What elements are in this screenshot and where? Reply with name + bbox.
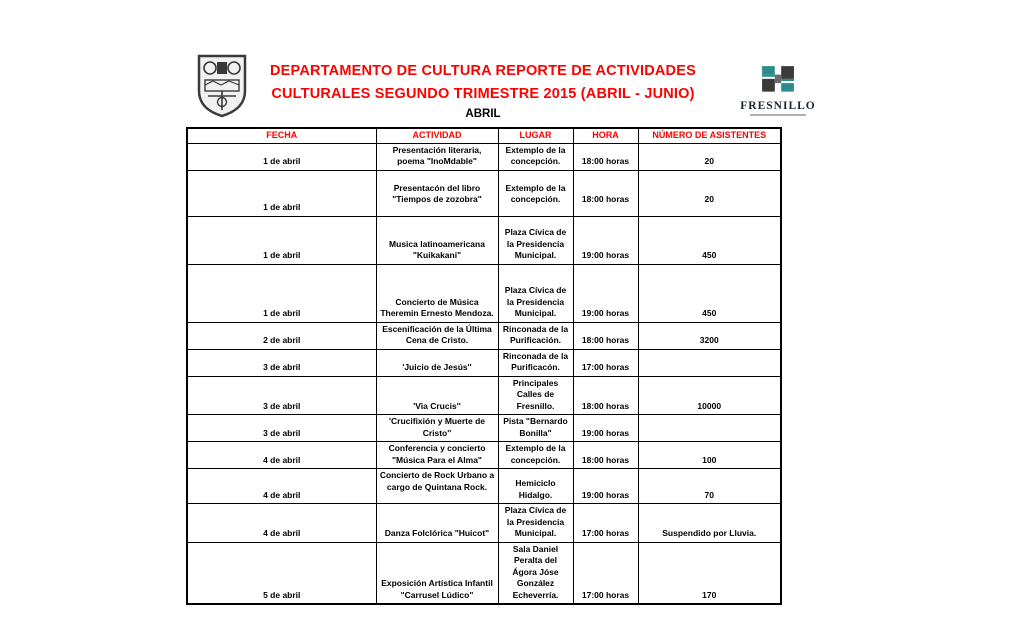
cell-lugar: Sala Daniel Peralta del Ágora Jóse González Echeverría. bbox=[498, 542, 573, 604]
cell-actividad: Exposición Artística Infantil "Carrusel Lúdico" bbox=[376, 542, 498, 604]
table-row bbox=[187, 542, 781, 604]
cell-fecha: 3 de abril bbox=[187, 415, 376, 442]
cell-actividad: Musica latinoamericana "Kuikakani" bbox=[376, 216, 498, 264]
cell-actividad: Concierto de Rock Urbano a cargo de Quintana Rock. bbox=[376, 469, 498, 504]
cell-lugar: Extemplo de la concepción. bbox=[498, 143, 573, 170]
cell-asistentes: 70 bbox=[638, 469, 781, 504]
cell-lugar: Plaza Cívica de la Presidencia Municipal. bbox=[498, 216, 573, 264]
cell-asistentes: 3200 bbox=[638, 322, 781, 349]
cell-hora: 19:00 horas bbox=[573, 264, 638, 322]
cell-lugar: Hemiciclo Hidalgo. bbox=[498, 469, 573, 504]
cell-lugar: Extemplo de la concepción. bbox=[498, 442, 573, 469]
table-row bbox=[187, 143, 781, 170]
cell-actividad: Presentacón del libro "Tiempos de zozobra" bbox=[376, 170, 498, 216]
cell-hora: 19:00 horas bbox=[573, 216, 638, 264]
report-title bbox=[186, 60, 780, 106]
cell-actividad: Conferencia y concierto "Música Para el Alma" bbox=[376, 442, 498, 469]
cell-actividad: Escenificación de la Última Cena de Cristo. bbox=[376, 322, 498, 349]
cell-hora: 17:00 horas bbox=[573, 542, 638, 604]
cell-fecha: 1 de abril bbox=[187, 216, 376, 264]
activities-table bbox=[186, 127, 782, 605]
cell-fecha: 4 de abril bbox=[187, 469, 376, 504]
fresnillo-wordmark: FRESNILLO bbox=[740, 100, 816, 112]
fresnillo-pinwheel-icon bbox=[758, 64, 798, 98]
table-header-row bbox=[187, 128, 781, 143]
report-title-line-2: CULTURALES SEGUNDO TRIMESTRE 2015 (ABRIL - JUNIO) bbox=[271, 86, 695, 102]
cell-asistentes: 170 bbox=[638, 542, 781, 604]
cell-asistentes bbox=[638, 349, 781, 376]
cell-asistentes: 20 bbox=[638, 143, 781, 170]
cell-lugar: Extemplo de la concepción. bbox=[498, 170, 573, 216]
table-row bbox=[187, 469, 781, 504]
col-header-hora: HORA bbox=[573, 128, 638, 143]
month-heading: ABRIL bbox=[465, 108, 501, 120]
cell-lugar: Plaza Cívica de la Presidencia Municipal. bbox=[498, 504, 573, 543]
col-header-asistentes: NÚMERO DE ASISTENTES bbox=[638, 128, 781, 143]
report-title-line-1: DEPARTAMENTO DE CULTURA REPORTE DE ACTIVIDADES bbox=[270, 63, 696, 79]
cell-hora: 17:00 horas bbox=[573, 349, 638, 376]
cell-asistentes: 450 bbox=[638, 264, 781, 322]
cell-hora: 18:00 horas bbox=[573, 376, 638, 415]
cell-asistentes: Suspendido por Lluvia. bbox=[638, 504, 781, 543]
cell-actividad: Concierto de Música Theremin Ernesto Mendoza. bbox=[376, 264, 498, 322]
cell-lugar: Pista "Bernardo Bonilla" bbox=[498, 415, 573, 442]
table-row bbox=[187, 376, 781, 415]
cell-fecha: 2 de abril bbox=[187, 322, 376, 349]
cell-actividad: Presentación literaria, poema "InoMdable" bbox=[376, 143, 498, 170]
cell-hora: 18:00 horas bbox=[573, 442, 638, 469]
cell-asistentes: 100 bbox=[638, 442, 781, 469]
cell-asistentes: 450 bbox=[638, 216, 781, 264]
cell-fecha: 1 de abril bbox=[187, 264, 376, 322]
cell-hora: 18:00 horas bbox=[573, 322, 638, 349]
cell-hora: 19:00 horas bbox=[573, 415, 638, 442]
cell-fecha: 1 de abril bbox=[187, 170, 376, 216]
table-row bbox=[187, 264, 781, 322]
cell-fecha: 4 de abril bbox=[187, 504, 376, 543]
cell-asistentes: 20 bbox=[638, 170, 781, 216]
table-row bbox=[187, 170, 781, 216]
table-row bbox=[187, 216, 781, 264]
cell-actividad: 'Juicio de Jesús'' bbox=[376, 349, 498, 376]
cell-actividad: 'Via Crucis'' bbox=[376, 376, 498, 415]
table-row bbox=[187, 322, 781, 349]
table-row bbox=[187, 415, 781, 442]
cell-actividad: 'Crucifixión y Muerte de Cristo'' bbox=[376, 415, 498, 442]
cell-lugar: Rinconada de la Purificacón. bbox=[498, 349, 573, 376]
cell-hora: 19:00 horas bbox=[573, 469, 638, 504]
cell-fecha: 3 de abril bbox=[187, 349, 376, 376]
cell-fecha: 4 de abril bbox=[187, 442, 376, 469]
cell-asistentes bbox=[638, 415, 781, 442]
table-row bbox=[187, 442, 781, 469]
table-row bbox=[187, 349, 781, 376]
cell-lugar: Principales Calles de Fresnillo. bbox=[498, 376, 573, 415]
cell-fecha: 1 de abril bbox=[187, 143, 376, 170]
cell-actividad: Danza Folclórica "Huicot" bbox=[376, 504, 498, 543]
cell-hora: 18:00 horas bbox=[573, 143, 638, 170]
cell-lugar: Plaza Cívica de la Presidencia Municipal. bbox=[498, 264, 573, 322]
cell-asistentes: 10000 bbox=[638, 376, 781, 415]
cell-fecha: 3 de abril bbox=[187, 376, 376, 415]
cell-hora: 18:00 horas bbox=[573, 170, 638, 216]
col-header-fecha: FECHA bbox=[187, 128, 376, 143]
col-header-actividad: ACTIVIDAD bbox=[376, 128, 498, 143]
col-header-lugar: LUGAR bbox=[498, 128, 573, 143]
cell-hora: 17:00 horas bbox=[573, 504, 638, 543]
cell-fecha: 5 de abril bbox=[187, 542, 376, 604]
table-row bbox=[187, 504, 781, 543]
cell-lugar: Rinconada de la Purificación. bbox=[498, 322, 573, 349]
